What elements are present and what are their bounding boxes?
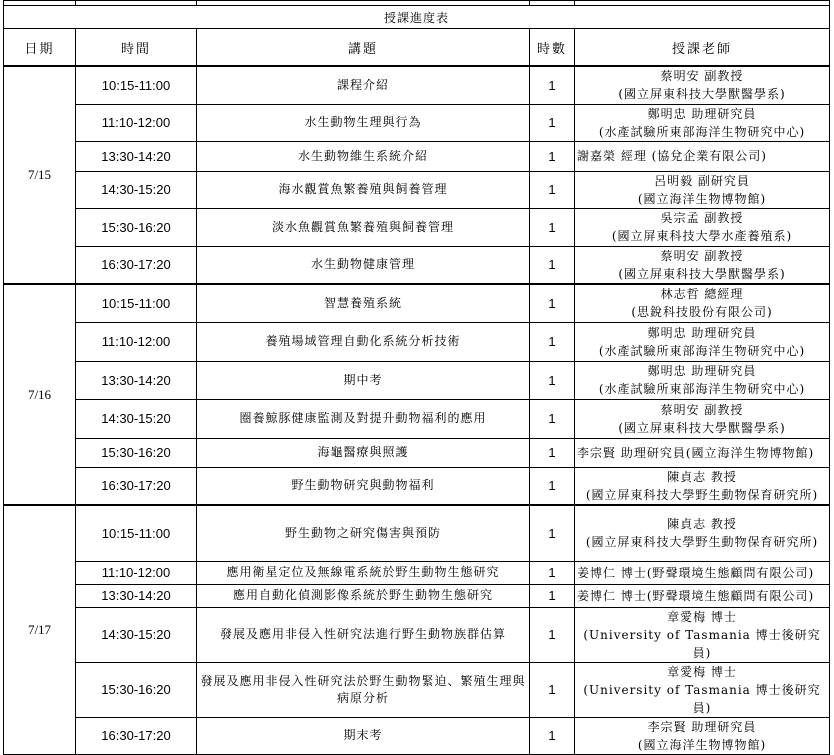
time-cell: 11:10-12:00 [76, 322, 197, 361]
topic-cell: 應用自動化偵測影像系統於野生動物生態研究 [197, 584, 530, 607]
table-row [4, 246, 830, 284]
header-teacher: 授課老師 [575, 29, 830, 67]
teacher-cell [575, 361, 830, 399]
header-topic: 講題 [197, 29, 530, 67]
teacher-line: 呂明毅 副研究員 [654, 173, 750, 188]
hours-cell: 1 [530, 104, 575, 141]
time-cell: 14:30-15:20 [76, 171, 197, 208]
teacher-cell [575, 141, 830, 171]
table-row [4, 584, 830, 607]
teacher-line: 謝嘉榮 經理 (協兌企業有限公司) [577, 149, 767, 163]
hours-cell: 1 [530, 66, 575, 104]
teacher-cell [575, 284, 830, 322]
table-row [4, 322, 830, 361]
schedule-table [3, 0, 830, 755]
teacher-line: (水產試驗所東部海洋生物研究中心) [598, 343, 806, 358]
teacher-cell [575, 246, 830, 284]
time-cell: 13:30-14:20 [76, 584, 197, 607]
teacher-line: 李宗賢 助理研究員 [647, 719, 757, 734]
teacher-cell [575, 171, 830, 208]
topic-cell: 海龜醫療與照護 [197, 438, 530, 467]
time-cell: 14:30-15:20 [76, 607, 197, 662]
date-cell: 7/16 [4, 284, 76, 505]
hours-cell: 1 [530, 561, 575, 584]
table-row [4, 361, 830, 399]
topic-cell: 圈養鯨豚健康監測及對提升動物福利的應用 [197, 399, 530, 438]
teacher-line: 蔡明安 副教授 [660, 402, 744, 417]
hours-cell: 1 [530, 361, 575, 399]
table-row [4, 104, 830, 141]
teacher-line: (水產試驗所東部海洋生物研究中心) [598, 382, 806, 396]
time-cell: 10:15-11:00 [76, 284, 197, 322]
hours-cell: 1 [530, 607, 575, 662]
teacher-cell [575, 208, 830, 246]
teacher-line: (國立屏東科技大學獸醫學系) [618, 87, 786, 102]
topic-cell: 期中考 [197, 361, 530, 399]
teacher-line: 姜博仁 博士(野聲環境生態顧問有限公司) [577, 588, 815, 603]
hours-cell: 1 [530, 584, 575, 607]
time-cell: 15:30-16:20 [76, 662, 197, 717]
header-hours: 時數 [530, 29, 575, 67]
teacher-line: 蔡明安 副教授 [660, 69, 744, 84]
teacher-cell [575, 66, 830, 104]
hours-cell: 1 [530, 467, 575, 505]
topic-cell: 海水觀賞魚繁養殖與飼養管理 [197, 171, 530, 208]
hours-cell: 1 [530, 399, 575, 438]
topic-cell: 發展及應用非侵入性研究法進行野生動物族群估算 [197, 607, 530, 662]
topic-cell: 野生動物之研究傷害與預防 [197, 505, 530, 561]
teacher-cell [575, 662, 830, 717]
teacher-line: 陳貞志 教授 [667, 517, 737, 532]
table-row [4, 208, 830, 246]
table-row [4, 717, 830, 754]
teacher-cell [575, 399, 830, 438]
time-cell: 16:30-17:20 [76, 717, 197, 754]
teacher-cell [575, 322, 830, 361]
hours-cell: 1 [530, 438, 575, 467]
time-cell: 16:30-17:20 [76, 467, 197, 505]
teacher-line: (University of Tasmania 博士後研究員) [583, 627, 821, 660]
teacher-line: (國立屏東科技大學野生動物保育研究所) [585, 487, 819, 502]
topic-cell: 課程介紹 [197, 66, 530, 104]
table-title: 授課進度表 [4, 6, 830, 29]
table-row [4, 607, 830, 662]
teacher-cell [575, 505, 830, 561]
table-title-row [4, 6, 830, 29]
header-row [4, 29, 830, 67]
schedule-sheet [3, 0, 829, 753]
teacher-cell [575, 561, 830, 584]
teacher-line: (國立屏東科技大學獸醫學系) [618, 420, 786, 435]
teacher-line: (國立屏東科技大學獸醫學系) [618, 266, 786, 281]
teacher-line: 吳宗孟 副教授 [660, 211, 744, 225]
table-row [4, 438, 830, 467]
hours-cell: 1 [530, 717, 575, 754]
hours-cell: 1 [530, 246, 575, 284]
header-time: 時間 [76, 29, 197, 67]
date-cell: 7/17 [4, 505, 76, 754]
time-cell: 16:30-17:20 [76, 246, 197, 284]
table-row [4, 66, 830, 104]
topic-cell: 期末考 [197, 717, 530, 754]
topic-cell: 應用衛星定位及無線電系統於野生動物生態研究 [197, 561, 530, 584]
time-cell: 11:10-12:00 [76, 561, 197, 584]
topic-cell: 野生動物研究與動物福利 [197, 467, 530, 505]
teacher-line: (水產試驗所東部海洋生物研究中心) [598, 124, 806, 139]
time-cell: 10:15-11:00 [76, 66, 197, 104]
table-row [4, 171, 830, 208]
teacher-line: (University of Tasmania 博士後研究員) [583, 682, 821, 715]
table-row [4, 284, 830, 322]
time-cell: 13:30-14:20 [76, 361, 197, 399]
table-row [4, 467, 830, 505]
hours-cell: 1 [530, 208, 575, 246]
teacher-line: 姜博仁 博士(野聲環境生態顧問有限公司) [577, 565, 815, 580]
topic-cell: 水生動物維生系統介紹 [197, 141, 530, 171]
teacher-line: 陳貞志 教授 [667, 469, 737, 484]
teacher-line: (國立屏東科技大學水產養殖系) [611, 229, 793, 243]
header-date: 日期 [4, 29, 76, 67]
hours-cell: 1 [530, 171, 575, 208]
teacher-line: (國立海洋生物博物館) [637, 737, 767, 752]
teacher-line: 章愛梅 博士 [667, 609, 737, 624]
teacher-line: 鄭明忠 助理研究員 [647, 106, 757, 121]
table-row [4, 561, 830, 584]
time-cell: 10:15-11:00 [76, 505, 197, 561]
teacher-line: (思銳科技股份有限公司) [631, 305, 773, 320]
teacher-line: 鄭明忠 助理研究員 [647, 364, 757, 378]
teacher-cell [575, 438, 830, 467]
time-cell: 13:30-14:20 [76, 141, 197, 171]
table-row [4, 662, 830, 717]
teacher-cell [575, 717, 830, 754]
teacher-line: 李宗賢 助理研究員(國立海洋生物博物館) [577, 445, 815, 460]
topic-cell: 發展及應用非侵入性研究法於野生動物緊迫、繁殖生理與病原分析 [197, 662, 530, 717]
hours-cell: 1 [530, 322, 575, 361]
teacher-line: 鄭明忠 助理研究員 [647, 325, 757, 340]
time-cell: 14:30-15:20 [76, 399, 197, 438]
topic-cell: 淡水魚觀賞魚繁養殖與飼養管理 [197, 208, 530, 246]
schedule-body [4, 66, 830, 754]
topic-cell: 水生動物健康管理 [197, 246, 530, 284]
date-cell: 7/15 [4, 66, 76, 284]
teacher-line: (國立海洋生物博物館) [637, 191, 767, 206]
hours-cell: 1 [530, 141, 575, 171]
hours-cell: 1 [530, 505, 575, 561]
table-row [4, 505, 830, 561]
time-cell: 11:10-12:00 [76, 104, 197, 141]
topic-cell: 養殖場域管理自動化系統分析技術 [197, 322, 530, 361]
teacher-cell [575, 584, 830, 607]
teacher-line: 林志哲 總經理 [660, 287, 744, 302]
teacher-line: 章愛梅 博士 [667, 664, 737, 679]
time-cell: 15:30-16:20 [76, 438, 197, 467]
table-row [4, 399, 830, 438]
teacher-cell [575, 607, 830, 662]
table-row [4, 141, 830, 171]
topic-cell: 智慧養殖系統 [197, 284, 530, 322]
teacher-cell [575, 104, 830, 141]
teacher-line: 蔡明安 副教授 [660, 248, 744, 263]
teacher-line: (國立屏東科技大學野生動物保育研究所) [585, 535, 819, 550]
hours-cell: 1 [530, 662, 575, 717]
topic-cell: 水生動物生理與行為 [197, 104, 530, 141]
teacher-cell [575, 467, 830, 505]
time-cell: 15:30-16:20 [76, 208, 197, 246]
hours-cell: 1 [530, 284, 575, 322]
